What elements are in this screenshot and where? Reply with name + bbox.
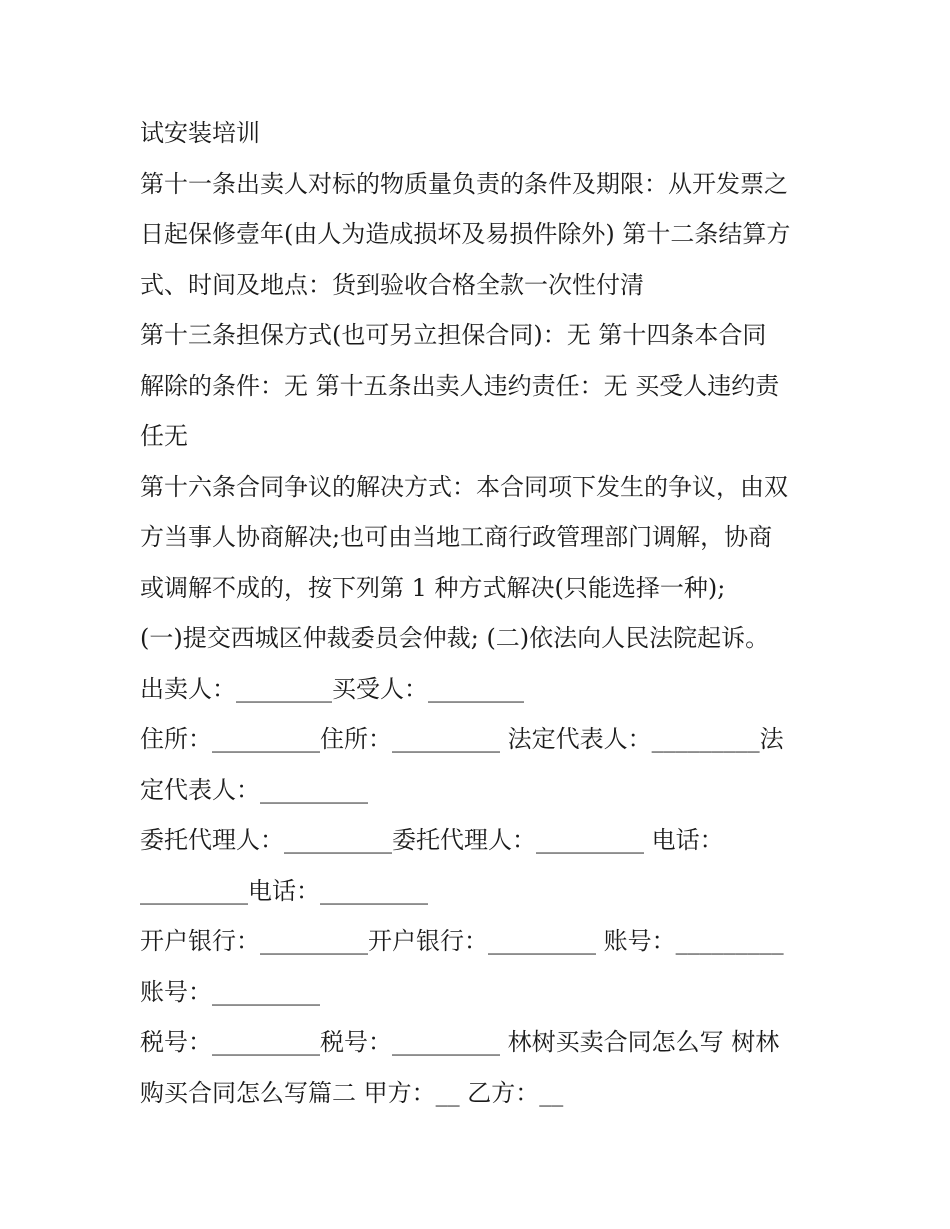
text-line: 日起保修壹年(由人为造成损坏及易损件除外) 第十二条结算方 — [140, 220, 791, 248]
text-line: 定代表人：_________ — [140, 775, 368, 804]
text-line: (一)提交西城区仲裁委员会仲裁; (二)依法向人民法院起诉。 — [140, 624, 770, 652]
text-line: 试安装培训 — [140, 119, 260, 147]
text-line: 开户银行：_________开户银行：_________ 账号：_________ — [140, 927, 784, 955]
contract-text — [140, 108, 820, 1118]
text-line: 第十一条出卖人对标的物质量负责的条件及期限：从开发票之 — [140, 169, 788, 198]
text-line: 出卖人：________买受人：________ — [140, 674, 524, 703]
text-line: 第十三条担保方式(也可另立担保合同)：无 第十四条本合同 — [140, 321, 767, 349]
text-line: 住所：_________住所：_________ 法定代表人：_________法 — [140, 725, 784, 753]
text-line: 解除的条件：无 第十五条出卖人违约责任：无 买受人违约责 — [140, 371, 780, 400]
text-line: 任无 — [140, 422, 188, 450]
text-line: 委托代理人：_________委托代理人：_________ 电话： — [140, 826, 724, 854]
text-line: 购买合同怎么写篇二 甲方：__ 乙方：__ — [140, 1078, 564, 1107]
text-line: _________电话：_________ — [140, 876, 428, 905]
text-line: 式、时间及地点：货到验收合格全款一次性付清 — [140, 270, 644, 299]
text-line: 第十六条合同争议的解决方式：本合同项下发生的争议，由双 — [140, 472, 788, 501]
text-line: 方当事人协商解决;也可由当地工商行政管理部门调解，协商 — [140, 523, 773, 551]
text-line: 税号：_________税号：_________ 林树买卖合同怎么写 树林 — [140, 1028, 780, 1056]
text-line: 或调解不成的，按下列第 1 种方式解决(只能选择一种); — [140, 573, 726, 602]
text-line: 账号：_________ — [140, 977, 320, 1006]
